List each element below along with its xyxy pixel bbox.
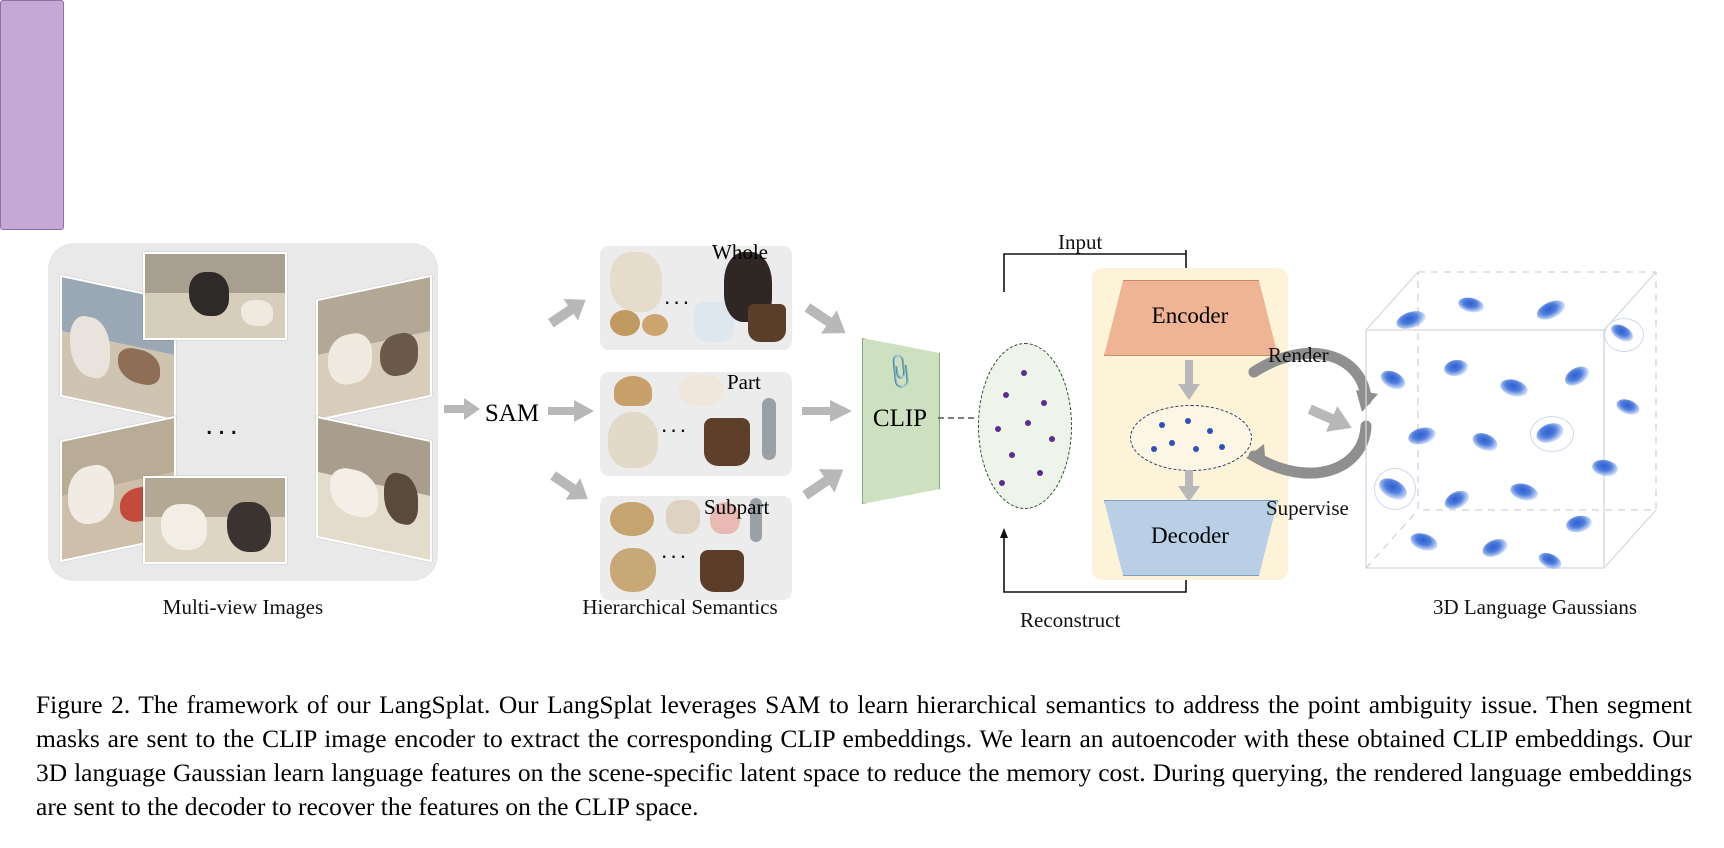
- arrow-part-to-clip: [802, 400, 852, 422]
- arrow-sam-to-whole: [546, 290, 596, 334]
- sam-block: [0, 0, 64, 230]
- encoder-label: Encoder: [1151, 303, 1229, 328]
- decoder-label: Decoder: [1151, 523, 1229, 548]
- clip-embedding-space: [978, 343, 1072, 509]
- arrow-to-gaussians: [1306, 400, 1356, 446]
- figure-caption: [36, 688, 1692, 824]
- figure-caption-label: Figure 2.: [36, 690, 131, 719]
- multi-view-photo: [143, 476, 287, 564]
- semantic-ellipsis-whole: ...: [664, 283, 693, 309]
- semantic-ellipsis-subpart: ...: [661, 537, 690, 563]
- arrow-whole-to-clip: [800, 300, 854, 346]
- label-reconstruct: Reconstruct: [1020, 608, 1121, 632]
- arrow-images-to-sam: [444, 398, 480, 420]
- label-input: Input: [1058, 230, 1103, 254]
- multi-view-ellipsis: ...: [205, 408, 243, 441]
- caption-hierarchical-semantics: Hierarchical Semantics: [582, 595, 778, 619]
- arrow-sam-to-subpart: [546, 468, 596, 512]
- paperclip-icon: 📎: [879, 352, 921, 393]
- connector-clip-to-embedding: [938, 414, 980, 422]
- gaussian-cube: [1360, 268, 1680, 580]
- multi-view-photo: [316, 416, 432, 563]
- multi-view-photo: [143, 252, 287, 340]
- arrow-sam-to-part: [548, 400, 594, 422]
- clip-label: CLIP: [872, 405, 928, 432]
- label-supervise: Supervise: [1266, 496, 1349, 520]
- multi-view-photo: [316, 275, 432, 422]
- arrow-subpart-to-clip: [800, 460, 854, 506]
- semantic-ellipsis-part: ...: [661, 411, 690, 437]
- arrow-encoder-to-latent: [1178, 360, 1200, 400]
- label-render: Render: [1268, 343, 1329, 367]
- sam-label: SAM: [484, 400, 540, 427]
- caption-multi-view-images: Multi-view Images: [162, 595, 324, 619]
- arrow-latent-to-decoder: [1178, 470, 1200, 502]
- figure-caption-text: The framework of our LangSplat. Our LangSplat leverages SAM to learn hierarchical semantics to address the point ambiguity issue. Then segment masks are sent to the CLIP image encoder to extract the corresponding CLIP embeddings. We learn an autoencoder with these obtained CLIP embeddings. Our 3D language Gaussian learn language features on the scene-specific latent space to reduce the memory cost. During querying, the rendered language embeddings are sent to the decoder to recover the features on the CLIP space.: [36, 690, 1692, 821]
- semantic-label-whole: Whole: [712, 240, 768, 264]
- latent-space: [1130, 405, 1252, 471]
- semantic-label-part: Part: [727, 370, 761, 394]
- caption-3d-language-gaussians: 3D Language Gaussians: [1432, 595, 1638, 619]
- semantic-label-subpart: Subpart: [704, 495, 770, 519]
